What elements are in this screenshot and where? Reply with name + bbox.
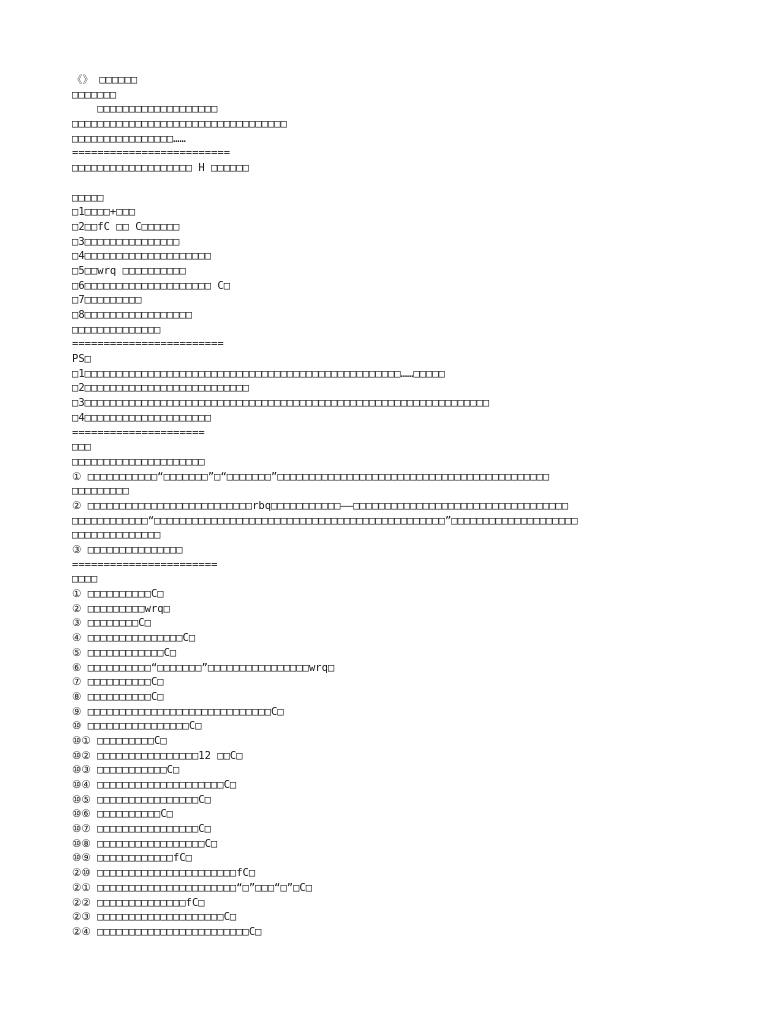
text-line: □4□□□□□□□□□□□□□□□□□□□□ [72,250,212,263]
text-line: ④ □□□□□□□□□□□□□□□C□ [72,632,196,645]
text-line: ② □□□□□□□□□wrq□ [72,602,170,615]
text-line: ② □□□□□□□□□□□□□□□□□□□□□□□□□□rbq□□□□□□□□□□□——□□□□□□□□□□□□□□□□□□□□□□□□□□□□□□□□□□ [72,499,569,512]
text-line: ⑩⑦ □□□□□□□□□□□□□□□□C□ [72,823,211,836]
text-line: ③ □□□□□□□□C□ [72,617,151,630]
text-line [72,176,702,191]
text-line: ⑩⑧ □□□□□□□□□□□□□□□□□C□ [72,837,218,850]
text-line: ⑩ □□□□□□□□□□□□□□□□C□ [72,720,202,733]
text-line: ②④ □□□□□□□□□□□□□□□□□□□□□□□□C□ [72,925,262,938]
document-page [72,73,702,940]
text-line: ⑩② □□□□□□□□□□□□□□□□12 □□C□ [72,749,243,762]
text-line: ⑤ □□□□□□□□□□□□C□ [72,646,177,659]
text-line: ⑨ □□□□□□□□□□□□□□□□□□□□□□□□□□□□□C□ [72,705,284,718]
text-line: ②③ □□□□□□□□□□□□□□□□□□□□C□ [72,911,237,924]
text-line: □□□□□□□□□□□□□□□□□□□ H □□□□□□ [72,162,250,175]
text-line: □□□□□□□□□□□□□□□□…… [72,132,186,145]
text-line: □8□□□□□□□□□□□□□□□□□ [72,309,193,321]
text-line: □□□□ [72,573,98,586]
text-line: □□□ [72,441,91,454]
text-line: ⑩③ □□□□□□□□□□□C□ [72,764,180,777]
text-line: □5□□wrq □□□□□□□□□□ [72,264,186,277]
text-line: □1□□□□+□□□ [72,206,136,219]
text-line: ⑥ □□□□□□□□□□“□□□□□□□”□□□□□□□□□□□□□□□□wrq□ [72,661,335,674]
text-line: ① □□□□□□□□□□C□ [72,588,164,601]
text-line: □3□□□□□□□□□□□□□□□ [72,235,180,248]
text-line: ======================== [72,338,224,351]
text-line: ②① □□□□□□□□□□□□□□□□□□□□□□“□”□□□“□”□C□ [72,881,313,894]
text-line: □□□□□□□□□ [72,485,129,498]
text-line: □2□□fC □□ C□□□□□□ [72,220,180,233]
text-line: ⑩① □□□□□□□□□C□ [72,734,167,747]
text-line: ②⑩ □□□□□□□□□□□□□□□□□□□□□□fC□ [72,867,256,880]
text-line: □7□□□□□□□□□ [72,294,142,307]
text-line: ======================= [72,558,218,571]
text-line: □□□□□□□□□□□□□□ [72,323,161,336]
text-line: □2□□□□□□□□□□□□□□□□□□□□□□□□□□ [72,382,250,395]
text-line: □4□□□□□□□□□□□□□□□□□□□□ [72,411,212,424]
text-line: ⑩⑥ □□□□□□□□□□C□ [72,808,174,821]
text-line: □□□□□□□□□□□□□□□□□□□□□□□□□□□□□□□□□□ [72,118,287,131]
text-line: □□□□□ [72,191,104,204]
text-line: ③ □□□□□□□□□□□□□□□ [72,544,183,556]
text-line: ⑩④ □□□□□□□□□□□□□□□□□□□□C□ [72,779,237,791]
text-line: □6□□□□□□□□□□□□□□□□□□□□ C□ [72,279,231,292]
text-line: ②② □□□□□□□□□□□□□□fC□ [72,896,205,909]
text-line: ⑧ □□□□□□□□□□C□ [72,690,164,703]
text-line: ===================== [72,426,205,439]
text-line: □□□□□□□□□□□□□□□□□□□□□ [72,455,205,468]
text-line: ⑩⑤ □□□□□□□□□□□□□□□□C□ [72,793,211,806]
text-line: ========================= [72,147,231,160]
text-line: PS□ [72,353,91,366]
text-line: □1□□□□□□□□□□□□□□□□□□□□□□□□□□□□□□□□□□□□□□□□□□□□□□□□□□……□□□□□ [72,367,445,380]
text-line: ① □□□□□□□□□□□“□□□□□□□”□“□□□□□□□”□□□□□□□□□□□□□□□□□□□□□□□□□□□□□□□□□□□□□□□□□□□ [72,470,550,483]
text-line: □□□□□□□□□□□□□□ [72,529,161,542]
text-line: 《》 □□□□□□ [72,74,138,86]
text-line: □□□□□□□□□□□□□□□□□□□ [72,103,218,116]
text-line: ⑩⑨ □□□□□□□□□□□□fC□ [72,852,192,865]
text-line: □□□□□□□ [72,88,117,101]
text-line: □3□□□□□□□□□□□□□□□□□□□□□□□□□□□□□□□□□□□□□□□□□□□□□□□□□□□□□□□□□□□□□□□□ [72,397,490,410]
text-line: □□□□□□□□□□□□“□□□□□□□□□□□□□□□□□□□□□□□□□□□□□□□□□□□□□□□□□□□□□□”□□□□□□□□□□□□□□□□□□□□ [72,514,578,527]
text-line: ⑦ □□□□□□□□□□C□ [72,676,164,689]
